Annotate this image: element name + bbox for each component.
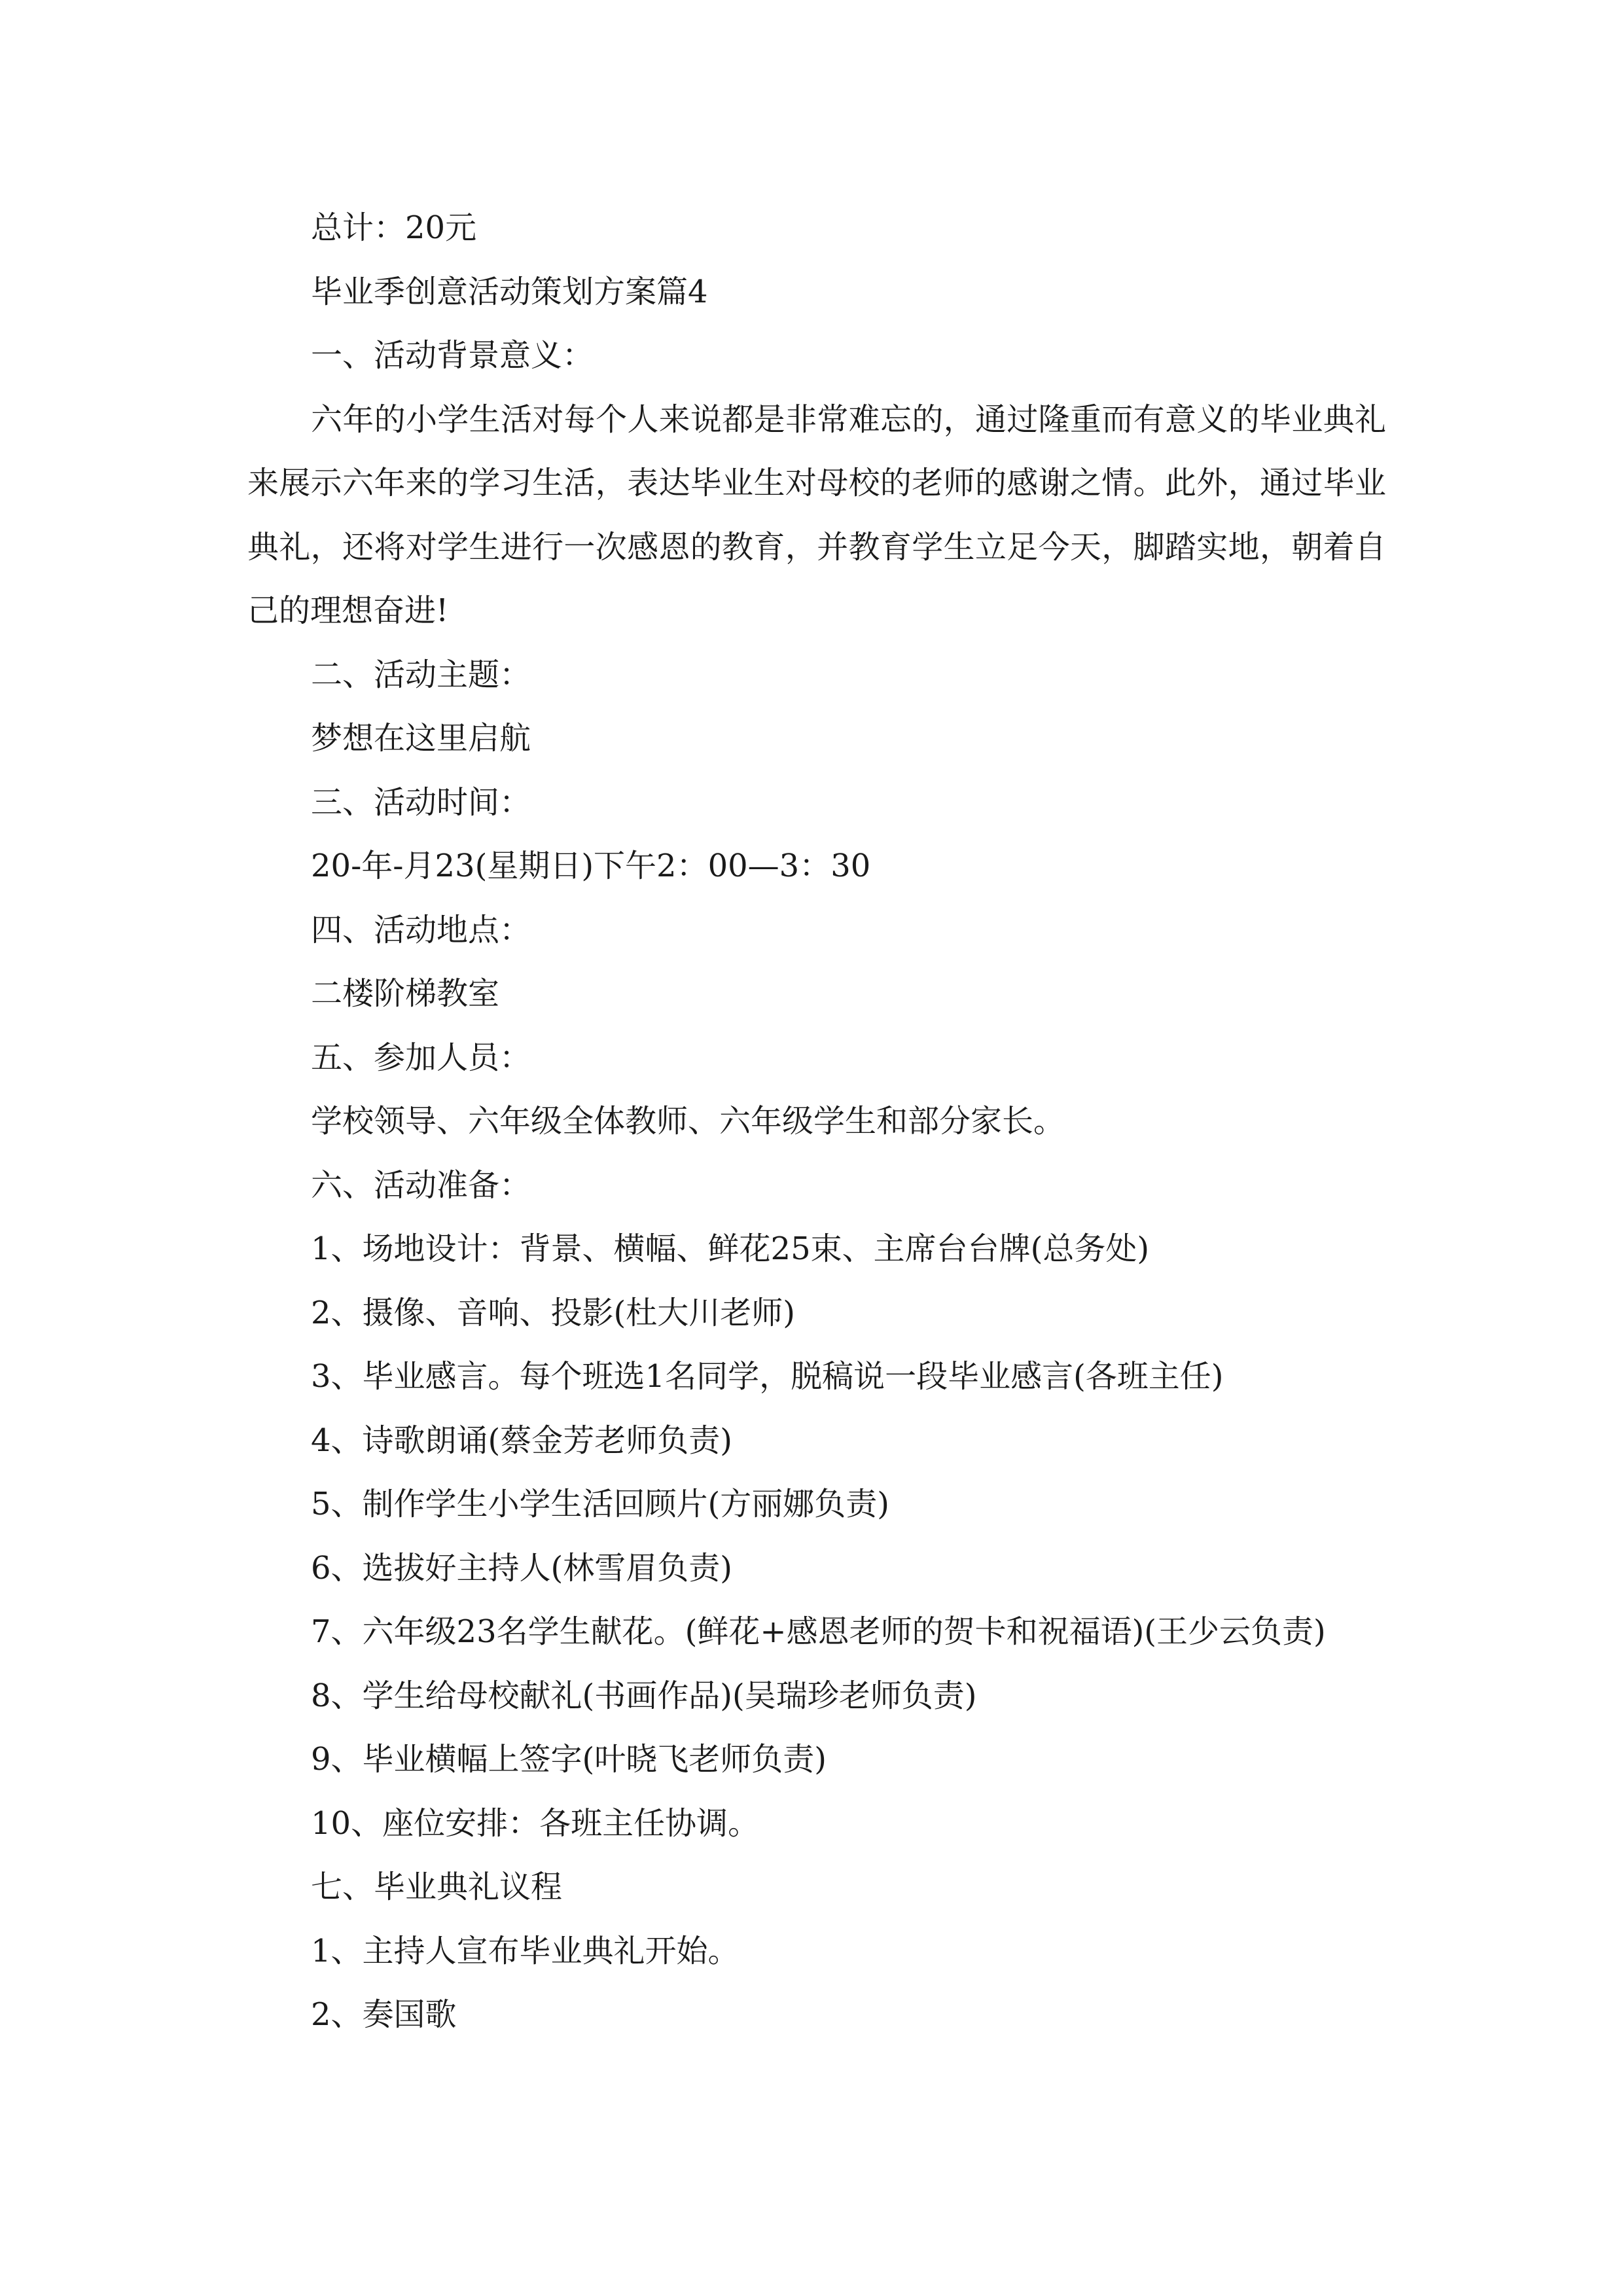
prep-item-5: 5、制作学生小学生活回顾片(方丽娜负责)	[311, 1486, 889, 1522]
heading-preparation: 六、活动准备：	[311, 1166, 531, 1204]
background-paragraph: 六年的小学生活对每个人来说都是非常难忘的，通过隆重而有意义的毕业典礼来展示六年来的学习生活，表达毕业生对母校的老师的感谢之情。此外，通过毕业典礼，还将对学生进行一次感恩的教育，并教育学生立足今天，脚踏实地，朝着自己的理想奋进!	[247, 401, 1386, 629]
document-body	[247, 196, 1386, 2047]
participants-text: 学校领导、六年级全体教师、六年级学生和部分家长。	[311, 1103, 1065, 1139]
heading-location: 四、活动地点：	[311, 911, 531, 948]
prep-item-3: 3、毕业感言。每个班选1名同学，脱稿说一段毕业感言(各班主任)	[311, 1358, 1224, 1395]
prep-item-8: 8、学生给母校献礼(书画作品)(吴瑞珍老师负责)	[311, 1677, 977, 1714]
prep-item-7: 7、六年级23名学生献花。(鲜花+感恩老师的贺卡和祝福语)(王少云负责)	[311, 1613, 1326, 1650]
location-text: 二楼阶梯教室	[311, 975, 500, 1012]
agenda-item-2: 2、奏国歌	[311, 1996, 457, 2033]
total-line: 总计：20元	[311, 209, 477, 246]
heading-participants: 五、参加人员：	[311, 1039, 531, 1076]
prep-item-6: 6、选拔好主持人(林雪眉负责)	[311, 1549, 732, 1587]
prep-item-1: 1、场地设计：背景、横幅、鲜花25束、主席台台牌(总务处)	[311, 1230, 1150, 1267]
time-text: 20-年-月23(星期日)下午2：00—3：30	[311, 848, 871, 884]
prep-item-4: 4、诗歌朗诵(蔡金芳老师负责)	[311, 1422, 732, 1459]
theme-text: 梦想在这里启航	[311, 720, 531, 757]
heading-background: 一、活动背景意义：	[311, 337, 594, 374]
agenda-item-1: 1、主持人宣布毕业典礼开始。	[311, 1932, 740, 1969]
heading-time: 三、活动时间：	[311, 783, 531, 821]
heading-theme: 二、活动主题：	[311, 656, 531, 693]
heading-agenda: 七、毕业典礼议程	[311, 1869, 563, 1905]
prep-item-10: 10、座位安排：各班主任协调。	[311, 1804, 760, 1842]
prep-item-2: 2、摄像、音响、投影(杜大川老师)	[311, 1294, 795, 1331]
section-title: 毕业季创意活动策划方案篇4	[311, 273, 708, 310]
prep-item-9: 9、毕业横幅上签字(叶晓飞老师负责)	[311, 1741, 827, 1778]
